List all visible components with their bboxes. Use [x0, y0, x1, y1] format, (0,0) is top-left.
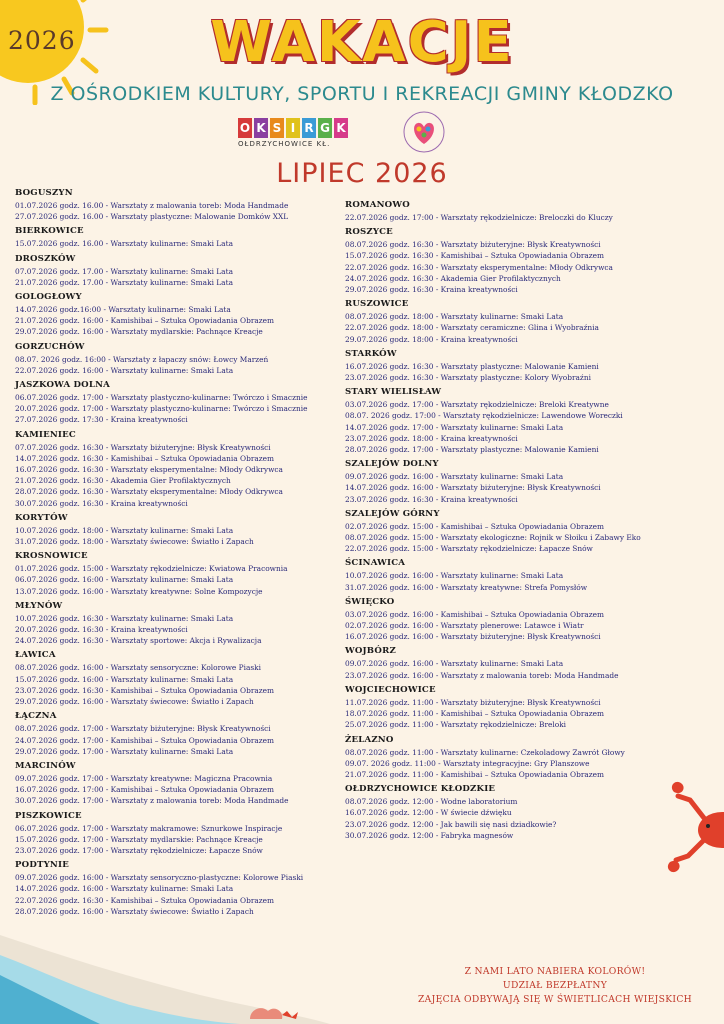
logo-letter: I	[286, 118, 300, 138]
event-item: 23.07.2026 godz. 17:00 - Warsztaty rękodzielnicze: Łapacze Snów	[15, 845, 263, 855]
event-item: 21.07.2026 godz. 11:00 - Kamishibai – Sztuka Opowiadania Obrazem	[345, 769, 605, 779]
event-item: 22.07.2026 godz. 16:00 - Warsztaty kulinarne: Smaki Lata	[15, 365, 234, 375]
location-heading: BOGUSZYN	[15, 188, 73, 198]
location-heading: ŁAWICA	[15, 650, 56, 661]
event-item: 22.07.2026 godz. 17:00 - Warsztaty rękodzielnicze: Breloczki do Kluczy	[345, 213, 613, 222]
event-item: 16.07.2026 godz. 16:00 - Warsztaty biżuteryjne: Błysk Kreatywności	[345, 632, 601, 642]
event-item: 31.07.2026 godz. 16:00 - Warsztaty kreatywne: Strefa Pomysłów	[345, 582, 588, 592]
event-item: 15.07.2026 godz. 17:00 - Warsztaty mydlarskie: Pachnące Kreacje	[15, 834, 263, 844]
event-item: 10.07.2026 godz. 16:00 - Warsztaty kulinarne: Smaki Lata	[345, 571, 564, 581]
event-item: 27.07.2026 godz. 17:30 - Kraina kreatywności	[15, 415, 188, 425]
event-item: 15.07.2026 godz. 16:00 - Warsztaty kulinarne: Smaki Lata	[15, 674, 234, 684]
event-item: 08.07.2026 godz. 12:00 - Wodne laboratorium	[345, 797, 518, 807]
location-heading: MARCINÓW	[15, 760, 76, 771]
location-heading: PISZKOWICE	[15, 810, 82, 821]
event-item: 31.07.2026 godz. 18:00 - Warsztaty świecowe: Światło i Zapach	[15, 537, 254, 547]
location-heading: ŚWIĘCKO	[345, 596, 395, 607]
location-heading: KROSNOWICE	[15, 551, 88, 562]
event-item: 23.07.2026 godz. 12:00 - Jak bawili się nasi dziadkowie?	[345, 819, 557, 829]
location-heading: OŁDRZYCHOWICE KŁODZKIE	[345, 784, 496, 795]
footer-notes	[400, 965, 710, 1007]
event-item: 20.07.2026 godz. 16:30 - Kraina kreatywności	[15, 625, 188, 635]
logo-letter: G	[318, 118, 332, 138]
event-item: 16.07.2026 godz. 16:30 - Warsztaty eksperymentalne: Młody Odkrywca	[15, 465, 283, 475]
oksirgk-logo	[238, 118, 390, 154]
event-item: 11.07.2026 godz. 11:00 - Warsztaty biżuteryjne: Błysk Kreatywności	[345, 697, 601, 707]
event-item: 14.07.2026 godz. 16:00 - Warsztaty biżuteryjne: Błysk Kreatywności	[345, 483, 601, 493]
event-item: 23.07.2026 godz. 16:30 - Warsztaty plastyczne: Kolory Wyobraźni	[345, 373, 591, 383]
location-heading: ŻELAZNO	[345, 734, 394, 745]
event-item: 08.07.2026 godz. 18:00 - Warsztaty kulinarne: Smaki Lata	[345, 312, 564, 322]
logo-letter: S	[270, 118, 284, 138]
event-item: 23.07.2026 godz. 18:00 - Kraina kreatywności	[345, 433, 518, 443]
location-heading: DROSZKÓW	[15, 253, 76, 264]
event-item: 08.07.2026 godz. 16:30 - Warsztaty biżuteryjne: Błysk Kreatywności	[345, 240, 601, 250]
event-item: 01.07.2026 godz. 16.00 - Warsztaty z malowania toreb: Moda Handmade	[15, 201, 289, 210]
location-heading: GOLOGŁOWY	[15, 292, 82, 303]
event-item: 08.07. 2026 godz. 16:00 - Warsztaty z łapaczy snów: Łowcy Marzeń	[15, 354, 269, 364]
event-item: 21.07.2026 godz. 16:30 - Akademia Gier Profilaktycznych	[15, 476, 231, 486]
footer-slogan: Z NAMI LATO NABIERA KOLORÓW!	[464, 966, 646, 977]
location-heading: RUSZOWICE	[345, 299, 409, 310]
location-heading: ROMANOWO	[345, 200, 410, 210]
event-item: 15.07.2026 godz. 16:30 - Kamishibai – Sztuka Opowiadania Obrazem	[345, 251, 605, 261]
event-item: 29.07.2026 godz. 16:00 - Warsztaty mydlarskie: Pachnące Kreacje	[15, 327, 263, 337]
event-item: 09.07.2026 godz. 17:00 - Warsztaty kreatywne: Magiczna Pracownia	[15, 773, 273, 783]
event-item: 21.07.2026 godz. 17.00 - Warsztaty kulinarne: Smaki Lata	[15, 277, 233, 287]
location-heading: WOJBÓRZ	[345, 646, 396, 657]
event-item: 15.07.2026 godz. 16.00 - Warsztaty kulinarne: Smaki Lata	[15, 239, 233, 249]
footer-free-entry: UDZIAŁ BEZPŁATNY	[502, 980, 608, 991]
event-item: 22.07.2026 godz. 16:30 - Kamishibai – Sztuka Opowiadania Obrazem	[15, 895, 275, 905]
page-subtitle: Z OŚRODKIEM KULTURY, SPORTU I REKREACJI GMINY KŁODZKO	[50, 83, 674, 105]
event-item: 27.07.2026 godz. 16.00 - Warsztaty plastyczne: Malowanie Domków XXL	[15, 212, 289, 222]
event-item: 08.07.2026 godz. 15:00 - Warsztaty ekologiczne: Rojnik w Słoiku i Zabawy Eko	[345, 533, 641, 543]
event-item: 28.07.2026 godz. 16:00 - Warsztaty świecowe: Światło i Zapach	[15, 906, 254, 916]
event-item: 14.07.2026 godz. 16:00 - Warsztaty kulinarne: Smaki Lata	[15, 884, 234, 894]
page-title: WAKACJE	[210, 10, 514, 75]
event-item: 03.07.2026 godz. 16:00 - Kamishibai – Sztuka Opowiadania Obrazem	[345, 609, 605, 619]
location-heading: ŚCINAWICA	[345, 558, 406, 569]
location-heading: ROSZYCE	[345, 227, 393, 238]
logo-letter: R	[302, 118, 316, 138]
event-item: 03.07.2026 godz. 17:00 - Warsztaty rękodzielnicze: Breloki Kreatywne	[345, 400, 609, 410]
event-item: 29.07.2026 godz. 16:30 - Kraina kreatywności	[345, 285, 518, 295]
location-heading: KAMIENIEC	[15, 429, 76, 440]
location-heading: WOJCIECHOWICE	[345, 684, 436, 695]
location-heading: MŁYNÓW	[15, 600, 63, 611]
event-item: 29.07.2026 godz. 18:00 - Kraina kreatywności	[345, 334, 518, 344]
location-heading: JASZKOWA DOLNA	[15, 380, 111, 391]
event-item: 22.07.2026 godz. 18:00 - Warsztaty ceramiczne: Glina i Wyobraźnia	[345, 323, 599, 333]
wave-icon	[0, 915, 330, 1024]
logo-caption: OŁDRZYCHOWICE KŁ.	[238, 140, 331, 148]
event-item: 22.07.2026 godz. 16:30 - Warsztaty eksperymentalne: Młody Odkrywca	[345, 262, 613, 272]
event-item: 01.07.2026 godz. 15:00 - Warsztaty rękodzielnicze: Kwiatowa Pracownia	[15, 564, 288, 574]
location-heading: BIERKOWICE	[15, 226, 84, 237]
event-item: 14.07.2026 godz.16:00 - Warsztaty kulinarne: Smaki Lata	[15, 305, 231, 315]
event-item: 18.07.2026 godz. 11:00 - Kamishibai – Sztuka Opowiadania Obrazem	[345, 709, 605, 719]
event-item: 20.07.2026 godz. 17:00 - Warsztaty plastyczno-kulinarne: Twórczo i Smacznie	[15, 404, 308, 414]
location-heading: SZALEJÓW GÓRNY	[345, 508, 440, 519]
event-item: 23.07.2026 godz. 16:30 - Kraina kreatywności	[345, 494, 518, 504]
event-item: 24.07.2026 godz. 16:30 - Warsztaty sportowe: Akcja i Rywalizacja	[15, 636, 262, 646]
logo-letter: O	[238, 118, 252, 138]
location-heading: KORYTÓW	[15, 512, 68, 523]
event-item: 06.07.2026 godz. 17:00 - Warsztaty makramowe: Sznurkowe Inspiracje	[15, 823, 283, 833]
footer-location: ZAJĘCIA ODBYWAJĄ SIĘ W ŚWIETLICACH WIEJSKICH	[418, 994, 692, 1005]
location-heading: STARY WIELISŁAW	[345, 387, 442, 398]
month-heading: LIPIEC 2026	[276, 158, 448, 189]
event-item: 10.07.2026 godz. 16:30 - Warsztaty kulinarne: Smaki Lata	[15, 613, 234, 623]
event-item: 16.07.2026 godz. 12:00 - W świecie dźwięku	[345, 808, 512, 818]
event-item: 06.07.2026 godz. 17:00 - Warsztaty plastyczno-kulinarne: Twórczo i Smacznie	[15, 393, 308, 403]
event-item: 08.07.2026 godz. 11:00 - Warsztaty kulinarne: Czekoladowy Zawrót Głowy	[345, 747, 625, 757]
event-item: 24.07.2026 godz. 16:30 - Akademia Gier Profilaktycznych	[345, 273, 561, 283]
event-item: 24.07.2026 godz. 17:00 - Kamishibai – Sztuka Opowiadania Obrazem	[15, 735, 275, 745]
year-badge: 2026	[8, 26, 76, 55]
location-heading: PODTYNIE	[15, 860, 69, 871]
logo-letter: K	[334, 118, 348, 138]
shell-icon	[250, 1008, 298, 1019]
event-item: 30.07.2026 godz. 17:00 - Warsztaty z malowania toreb: Moda Handmade	[15, 796, 289, 806]
event-item: 08.07. 2026 godz. 17:00 - Warsztaty rękodzielnicze: Lawendowe Woreczki	[345, 411, 623, 421]
event-item: 10.07.2026 godz. 18:00 - Warsztaty kulinarne: Smaki Lata	[15, 525, 234, 535]
crab-icon	[664, 770, 724, 880]
event-item: 28.07.2026 godz. 16:30 - Warsztaty eksperymentalne: Młody Odkrywca	[15, 487, 283, 497]
event-item: 23.07.2026 godz. 16:00 - Warsztaty z malowania toreb: Moda Handmade	[345, 670, 619, 680]
left-schedule-column	[15, 184, 340, 917]
event-item: 08.07.2026 godz. 16:00 - Warsztaty sensoryczne: Kolorowe Piaski	[15, 663, 261, 673]
event-item: 07.07.2026 godz. 17.00 - Warsztaty kulinarne: Smaki Lata	[15, 266, 233, 276]
event-item: 02.07.2026 godz. 16:00 - Warsztaty plenerowe: Latawce i Wiatr	[345, 621, 584, 631]
event-item: 13.07.2026 godz. 16:00 - Warsztaty kreatywne: Solne Kompozycje	[15, 586, 263, 596]
logo-letter: K	[254, 118, 268, 138]
event-item: 06.07.2026 godz. 16:00 - Warsztaty kulinarne: Smaki Lata	[15, 575, 234, 585]
event-item: 09.07.2026 godz. 16:00 - Warsztaty sensoryczno-plastyczne: Kolorowe Piaski	[15, 873, 304, 883]
event-item: 29.07.2026 godz. 16:00 - Warsztaty świecowe: Światło i Zapach	[15, 697, 254, 707]
event-item: 09.07.2026 godz. 16:00 - Warsztaty kulinarne: Smaki Lata	[345, 472, 564, 482]
location-heading: STARKÓW	[345, 348, 397, 359]
event-item: 30.07.2026 godz. 16:30 - Kraina kreatywności	[15, 498, 188, 508]
location-heading: SZALEJÓW DOLNY	[345, 459, 439, 470]
event-item: 21.07.2026 godz. 16:00 - Kamishibai – Sztuka Opowiadania Obrazem	[15, 316, 275, 326]
event-item: 09.07. 2026 godz. 11:00 - Warsztaty integracyjne: Gry Planszowe	[345, 758, 590, 768]
event-item: 16.07.2026 godz. 17:00 - Kamishibai – Sztuka Opowiadania Obrazem	[15, 785, 275, 795]
event-item: 29.07.2026 godz. 17:00 - Warsztaty kulinarne: Smaki Lata	[15, 746, 234, 756]
event-item: 08.07.2026 godz. 17:00 - Warsztaty biżuteryjne: Błysk Kreatywności	[15, 724, 271, 734]
event-item: 02.07.2026 godz. 15:00 - Kamishibai – Sztuka Opowiadania Obrazem	[345, 521, 605, 531]
event-item: 16.07.2026 godz. 16:30 - Warsztaty plastyczne: Malowanie Kamieni	[345, 361, 599, 371]
event-item: 23.07.2026 godz. 16:30 - Kamishibai – Sztuka Opowiadania Obrazem	[15, 685, 275, 695]
gmina-heart-logo-icon	[402, 110, 446, 154]
location-heading: GORZUCHÓW	[15, 341, 85, 352]
event-item: 22.07.2026 godz. 15:00 - Warsztaty rękodzielnicze: Łapacze Snów	[345, 544, 593, 554]
event-item: 30.07.2026 godz. 12:00 - Fabryka magnesów	[345, 830, 514, 840]
right-schedule-column	[345, 196, 715, 841]
event-item: 09.07.2026 godz. 16:00 - Warsztaty kulinarne: Smaki Lata	[345, 659, 564, 669]
event-item: 07.07.2026 godz. 16:30 - Warsztaty biżuteryjne: Błysk Kreatywności	[15, 442, 271, 452]
event-item: 25.07.2026 godz. 11:00 - Warsztaty rękodzielnicze: Breloki	[345, 720, 567, 730]
location-heading: ŁĄCZNA	[15, 711, 57, 722]
event-item: 14.07.2026 godz. 16:30 - Kamishibai – Sztuka Opowiadania Obrazem	[15, 453, 275, 463]
event-item: 28.07.2026 godz. 17:00 - Warsztaty plastyczne: Malowanie Kamieni	[345, 445, 599, 455]
event-item: 14.07.2026 godz. 17:00 - Warsztaty kulinarne: Smaki Lata	[345, 422, 564, 432]
